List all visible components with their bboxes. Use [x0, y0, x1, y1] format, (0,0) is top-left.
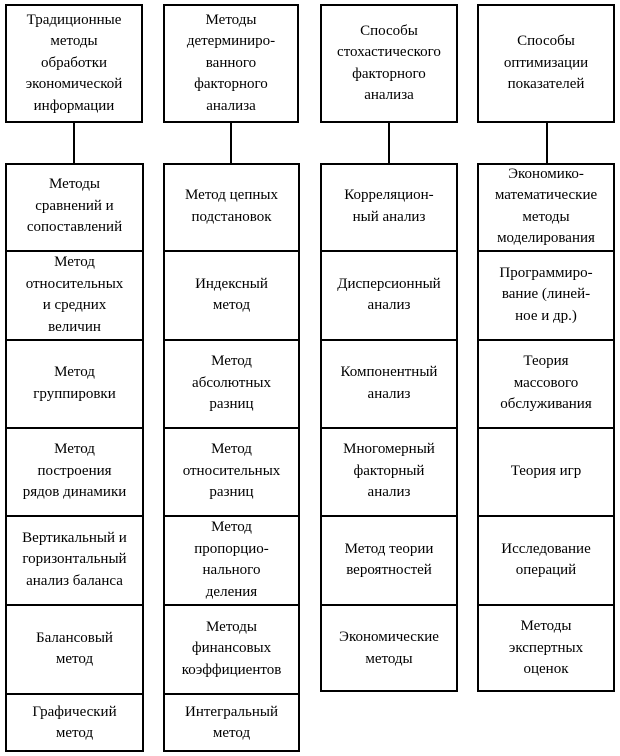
list-item: Экономико- математические методы моделирования — [494, 165, 598, 246]
list-item: Дисперсионный анализ — [337, 275, 441, 313]
list-item: Компонентный анализ — [340, 364, 438, 402]
list-item: Графический метод — [32, 703, 117, 741]
list-item: Метод абсолютных разниц — [192, 353, 271, 413]
list-item: Метод построения рядов динамики — [22, 441, 127, 501]
connector-line — [73, 123, 75, 163]
connector-line — [546, 123, 548, 163]
list-item: Экономические методы — [339, 629, 439, 667]
list-item: Метод пропорцио- нального деления — [194, 519, 269, 600]
list-item: Метод цепных подстановок — [185, 187, 278, 225]
list-item: Интегральный метод — [185, 703, 278, 741]
connector-line — [230, 123, 232, 163]
list-item: Вертикальный и горизонтальный анализ баланса — [22, 529, 127, 589]
list-item: Теория игр — [510, 462, 582, 479]
list-item: Программиро- вание (линей- ное и др.) — [499, 264, 593, 324]
connector-line — [388, 123, 390, 163]
list-item: Индексный метод — [195, 275, 268, 313]
column-header-deterministic: Методы детерминиро- ванного факторного анализа — [163, 4, 299, 123]
list-item: Методы финансовых коэффициентов — [181, 618, 282, 678]
list-item: Балансовый метод — [36, 629, 113, 667]
list-item: Метод относительных разниц — [182, 441, 281, 501]
list-item: Методы экспертных оценок — [508, 618, 584, 678]
list-item: Метод теории вероятностей — [344, 540, 434, 578]
list-item: Метод группировки — [33, 364, 116, 402]
list-item: Методы сравнений и сопоставлений — [26, 176, 123, 236]
list-item: Метод относительных и средних величин — [25, 254, 124, 335]
list-item: Многомерный факторный анализ — [343, 441, 435, 501]
column-header-optimization: Способы оптимизации показателей — [477, 4, 615, 123]
list-item: Корреляцион- ный анализ — [344, 187, 434, 225]
column-header-traditional: Традиционные методы обработки экономической информации — [5, 4, 143, 123]
column-header-stochastic: Способы стохастического факторного анализа — [320, 4, 458, 123]
list-item: Теория массового обслуживания — [500, 353, 592, 413]
list-item: Исследование операций — [501, 540, 591, 578]
